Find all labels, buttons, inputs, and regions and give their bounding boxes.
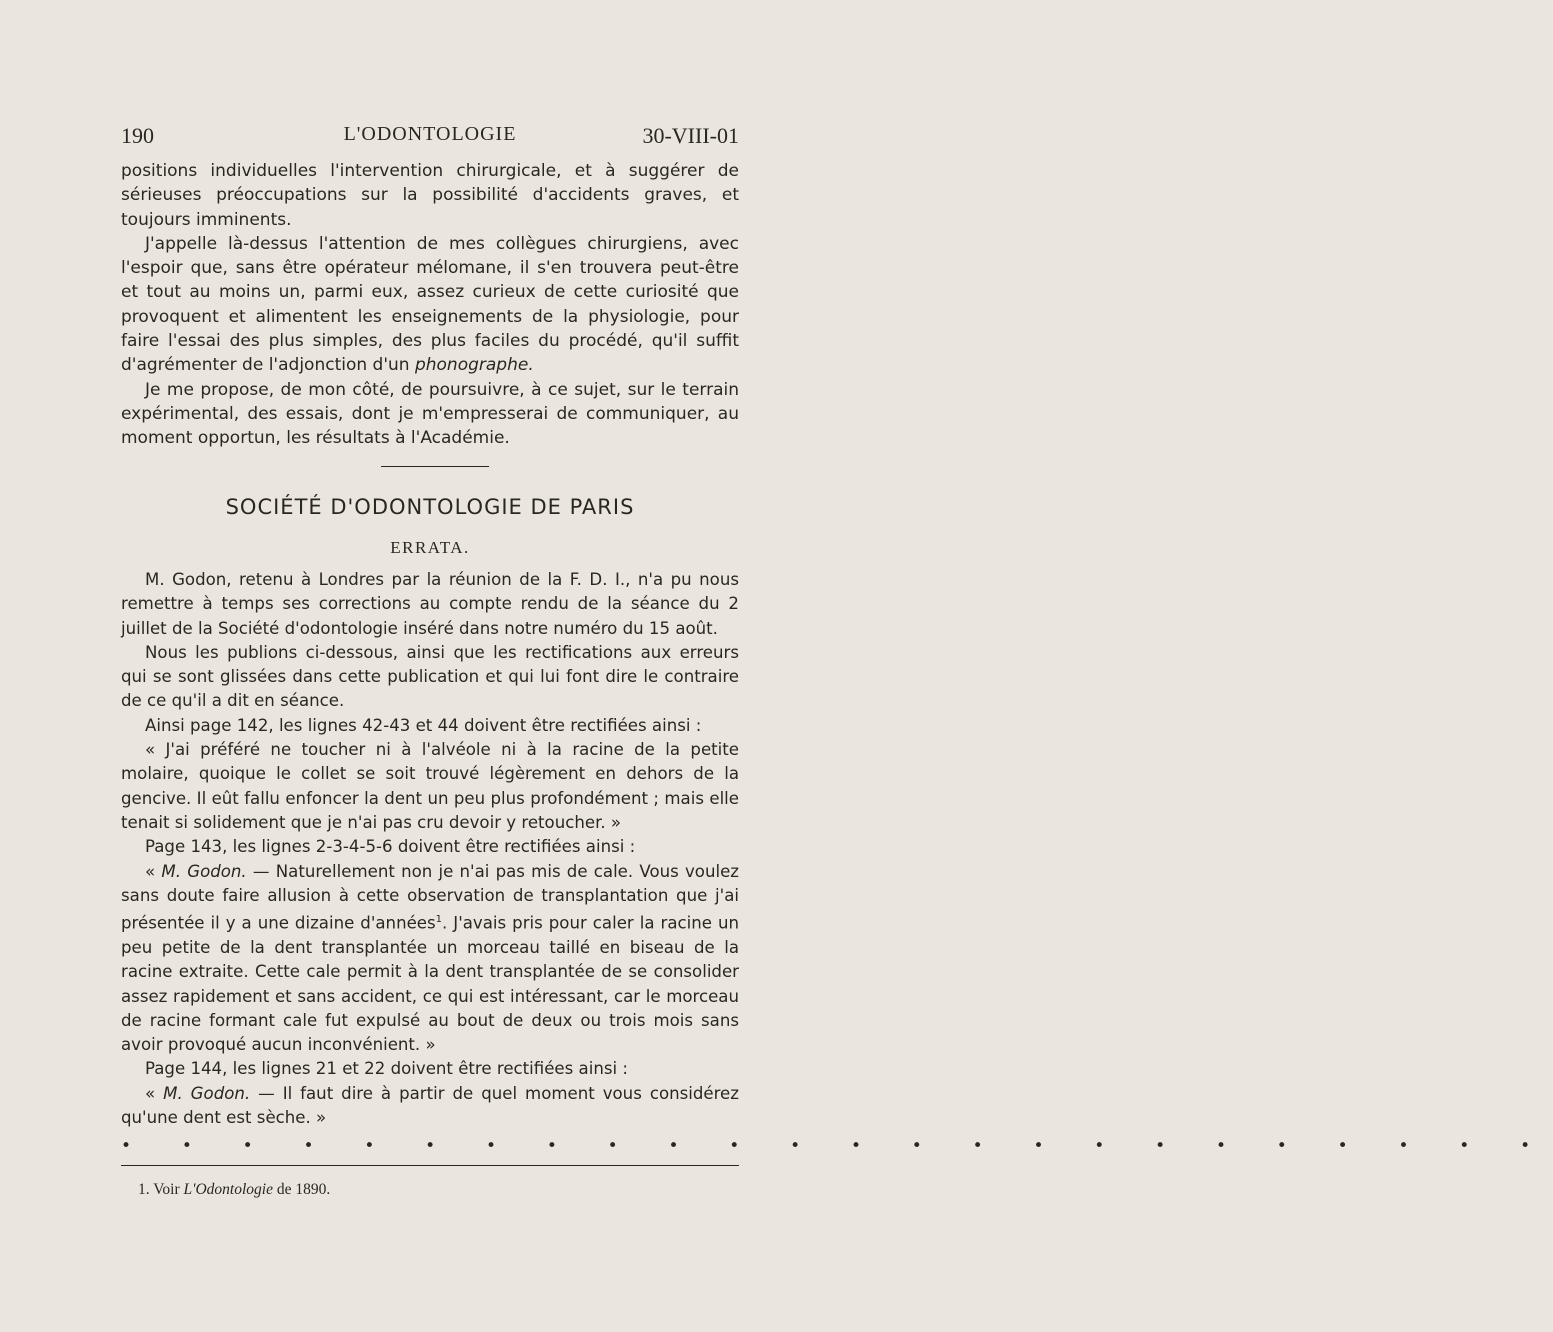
errata-paragraph-1: M. Godon, retenu à Londres par la réunion de la F. D. I., n'a pu nous remettre à temps ses corrections au compte rendu de la séance du 2 juillet de la Société d'odontologie inséré dans notre numéro du 15 août.: [121, 570, 739, 638]
errata-text: [121, 568, 739, 1130]
errata-quote-1: « J'ai préféré ne toucher ni à l'alvéole ni à la racine de la petite molaire, quoique le collet se soit trouvé légèrement en dehors de la gencive. Il eût fallu enfoncer la dent un peu plus profondément ; mais elle tenait si solidement que je n'ai pas cru devoir y retoucher. »: [121, 740, 739, 832]
issue-date: 30-VIII-01: [642, 123, 739, 148]
errata-paragraph-7: Page 144, les lignes 21 et 22 doivent être rectifiées ainsi :: [145, 1059, 628, 1079]
footnote-text-before: Voir: [149, 1181, 184, 1198]
phonographe-italic: phonographe.: [414, 355, 534, 376]
journal-title: L'ODONTOLOGIE: [343, 123, 517, 145]
footnote-reference: 1: [435, 914, 443, 926]
quote-3-open: «: [145, 1083, 164, 1103]
errata-quote-3: [121, 1082, 739, 1131]
footnote-divider: [121, 1165, 739, 1166]
quote-2-speaker: M. Godon.: [161, 861, 247, 881]
continuation-paragraph: positions individuelles l'intervention chirurgicale, et à suggérer de sérieuses préoccupations sur la possibilité d'accidents graves, et toujours imminents.: [121, 161, 739, 230]
intro-paragraph-1-text: J'appelle là-dessus l'attention de mes collègues chirurgiens, avec l'espoir que, sans être opérateur mélomane, il s'en trouvera peut-être et tout au moins un, parmi eux, assez curieux de cette curiosité que provoquent et alimentent les enseignements de la physiologie, pour faire l'essai des plus simples, des plus faciles du procédé, qu'il suffit d'agrémenter de l'adjonction d'un: [121, 233, 739, 376]
intro-paragraph-1: [121, 232, 739, 378]
quote-2-open: «: [145, 861, 162, 881]
section-divider: [381, 466, 489, 467]
quote-2-text-b: . J'avais pris pour caler la racine un peu petite de la dent transplantée un morceau taillé en biseau de la racine extraite. Cette cale permit à la dent transplantée de se consolider assez rapidement et sans accident, ce qui est intéressant, car le morceau de racine formant cale fut expulsé au bout de deux ou trois mois sans avoir provoqué aucun inconvénient. »: [121, 913, 739, 1055]
errata-title: ERRATA.: [390, 538, 470, 557]
footnote-marker: 1.: [138, 1181, 150, 1198]
quote-2-text-a: — Naturellement non je n'ai pas mis de cale. Vous voulez sans doute faire allusion à cette observation de transplantation que j'ai présentée il y a une dizaine d'années: [121, 861, 740, 933]
intro-text: [121, 159, 739, 451]
section-title: SOCIÉTÉ D'ODONTOLOGIE DE PARIS: [225, 495, 635, 519]
ellipsis-dots-row: • • • • • • • • • • • • • • • • • • • • • • • •: [121, 1136, 1553, 1156]
quote-3-text: — Il faut dire à partir de quel moment vous considérez qu'une dent est sèche. »: [121, 1083, 739, 1128]
errata-paragraph-5: Page 143, les lignes 2-3-4-5-6 doivent être rectifiées ainsi :: [145, 837, 636, 857]
footnote-journal-italic: L'Odontologie: [183, 1181, 273, 1198]
footnote: [138, 1181, 330, 1199]
errata-paragraph-2: Nous les publions ci-dessous, ainsi que les rectifications aux erreurs qui se sont glissées dans cette publication et qui lui font dire le contraire de ce qu'il a dit en séance.: [121, 642, 739, 711]
footnote-text-after: de 1890.: [272, 1181, 331, 1198]
page-number: 190: [121, 123, 154, 148]
quote-3-speaker: M. Godon.: [163, 1083, 251, 1103]
intro-paragraph-2: Je me propose, de mon côté, de poursuivre, à ce sujet, sur le terrain expérimental, des essais, dont je m'empresserai de communiquer, au moment opportun, les résultats à l'Académie.: [121, 379, 739, 449]
errata-paragraph-3: Ainsi page 142, les lignes 42-43 et 44 doivent être rectifiées ainsi :: [145, 715, 702, 735]
errata-quote-2: [121, 860, 739, 1058]
